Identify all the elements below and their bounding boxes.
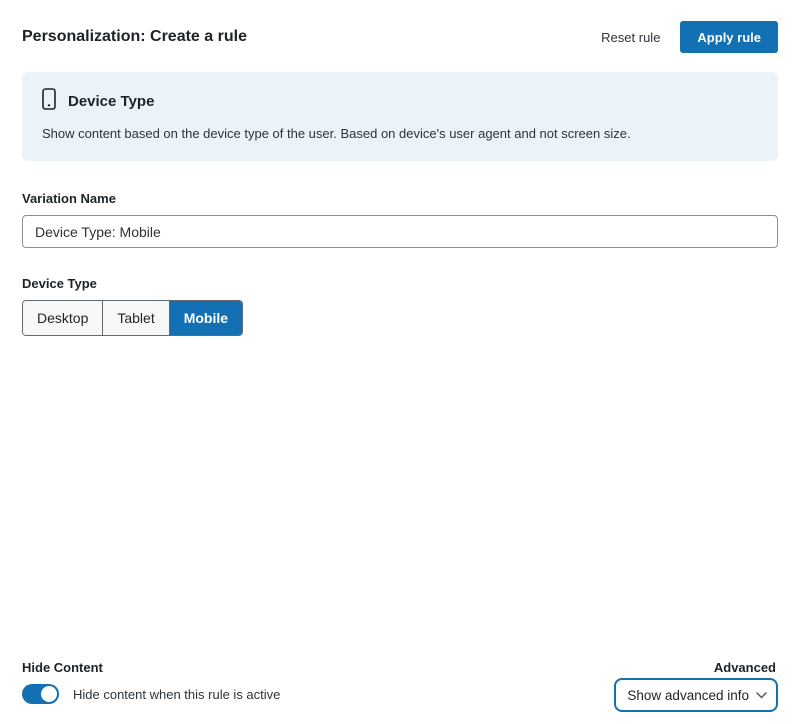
device-option-desktop[interactable]: Desktop [23, 301, 103, 335]
header [22, 21, 778, 53]
toggle-knob [41, 686, 57, 702]
page-title: Personalization: Create a rule [22, 28, 247, 45]
advanced-label: Advanced [713, 660, 776, 675]
hide-content-label: Hide Content [22, 660, 103, 675]
device-type-label: Device Type [22, 276, 97, 292]
hide-content-toggle[interactable] [22, 684, 59, 704]
mobile-phone-icon [42, 88, 56, 115]
hide-content-toggle-row [22, 684, 280, 704]
advanced-select-value: Show advanced info [627, 687, 749, 703]
bottom-bar [22, 660, 778, 712]
hide-content-description: Hide content when this rule is active [73, 686, 281, 702]
device-type-info-banner [22, 72, 778, 161]
chevron-down-icon [756, 692, 767, 699]
banner-title: Device Type [68, 93, 155, 110]
advanced-info-select[interactable] [614, 678, 778, 712]
advanced-section [614, 660, 778, 712]
banner-heading [42, 88, 758, 115]
personalization-rule-panel [0, 21, 798, 724]
apply-rule-button[interactable]: Apply rule [680, 21, 778, 53]
device-option-tablet[interactable]: Tablet [103, 301, 169, 335]
hide-content-section [22, 660, 280, 704]
device-type-segmented-control [22, 300, 243, 336]
device-option-mobile[interactable]: Mobile [170, 301, 242, 335]
reset-rule-button[interactable]: Reset rule [601, 29, 661, 45]
variation-name-label: Variation Name [22, 191, 116, 207]
banner-description: Show content based on the device type of the user. Based on device's user agent and not screen size. [42, 126, 631, 141]
variation-name-input[interactable] [22, 215, 778, 248]
